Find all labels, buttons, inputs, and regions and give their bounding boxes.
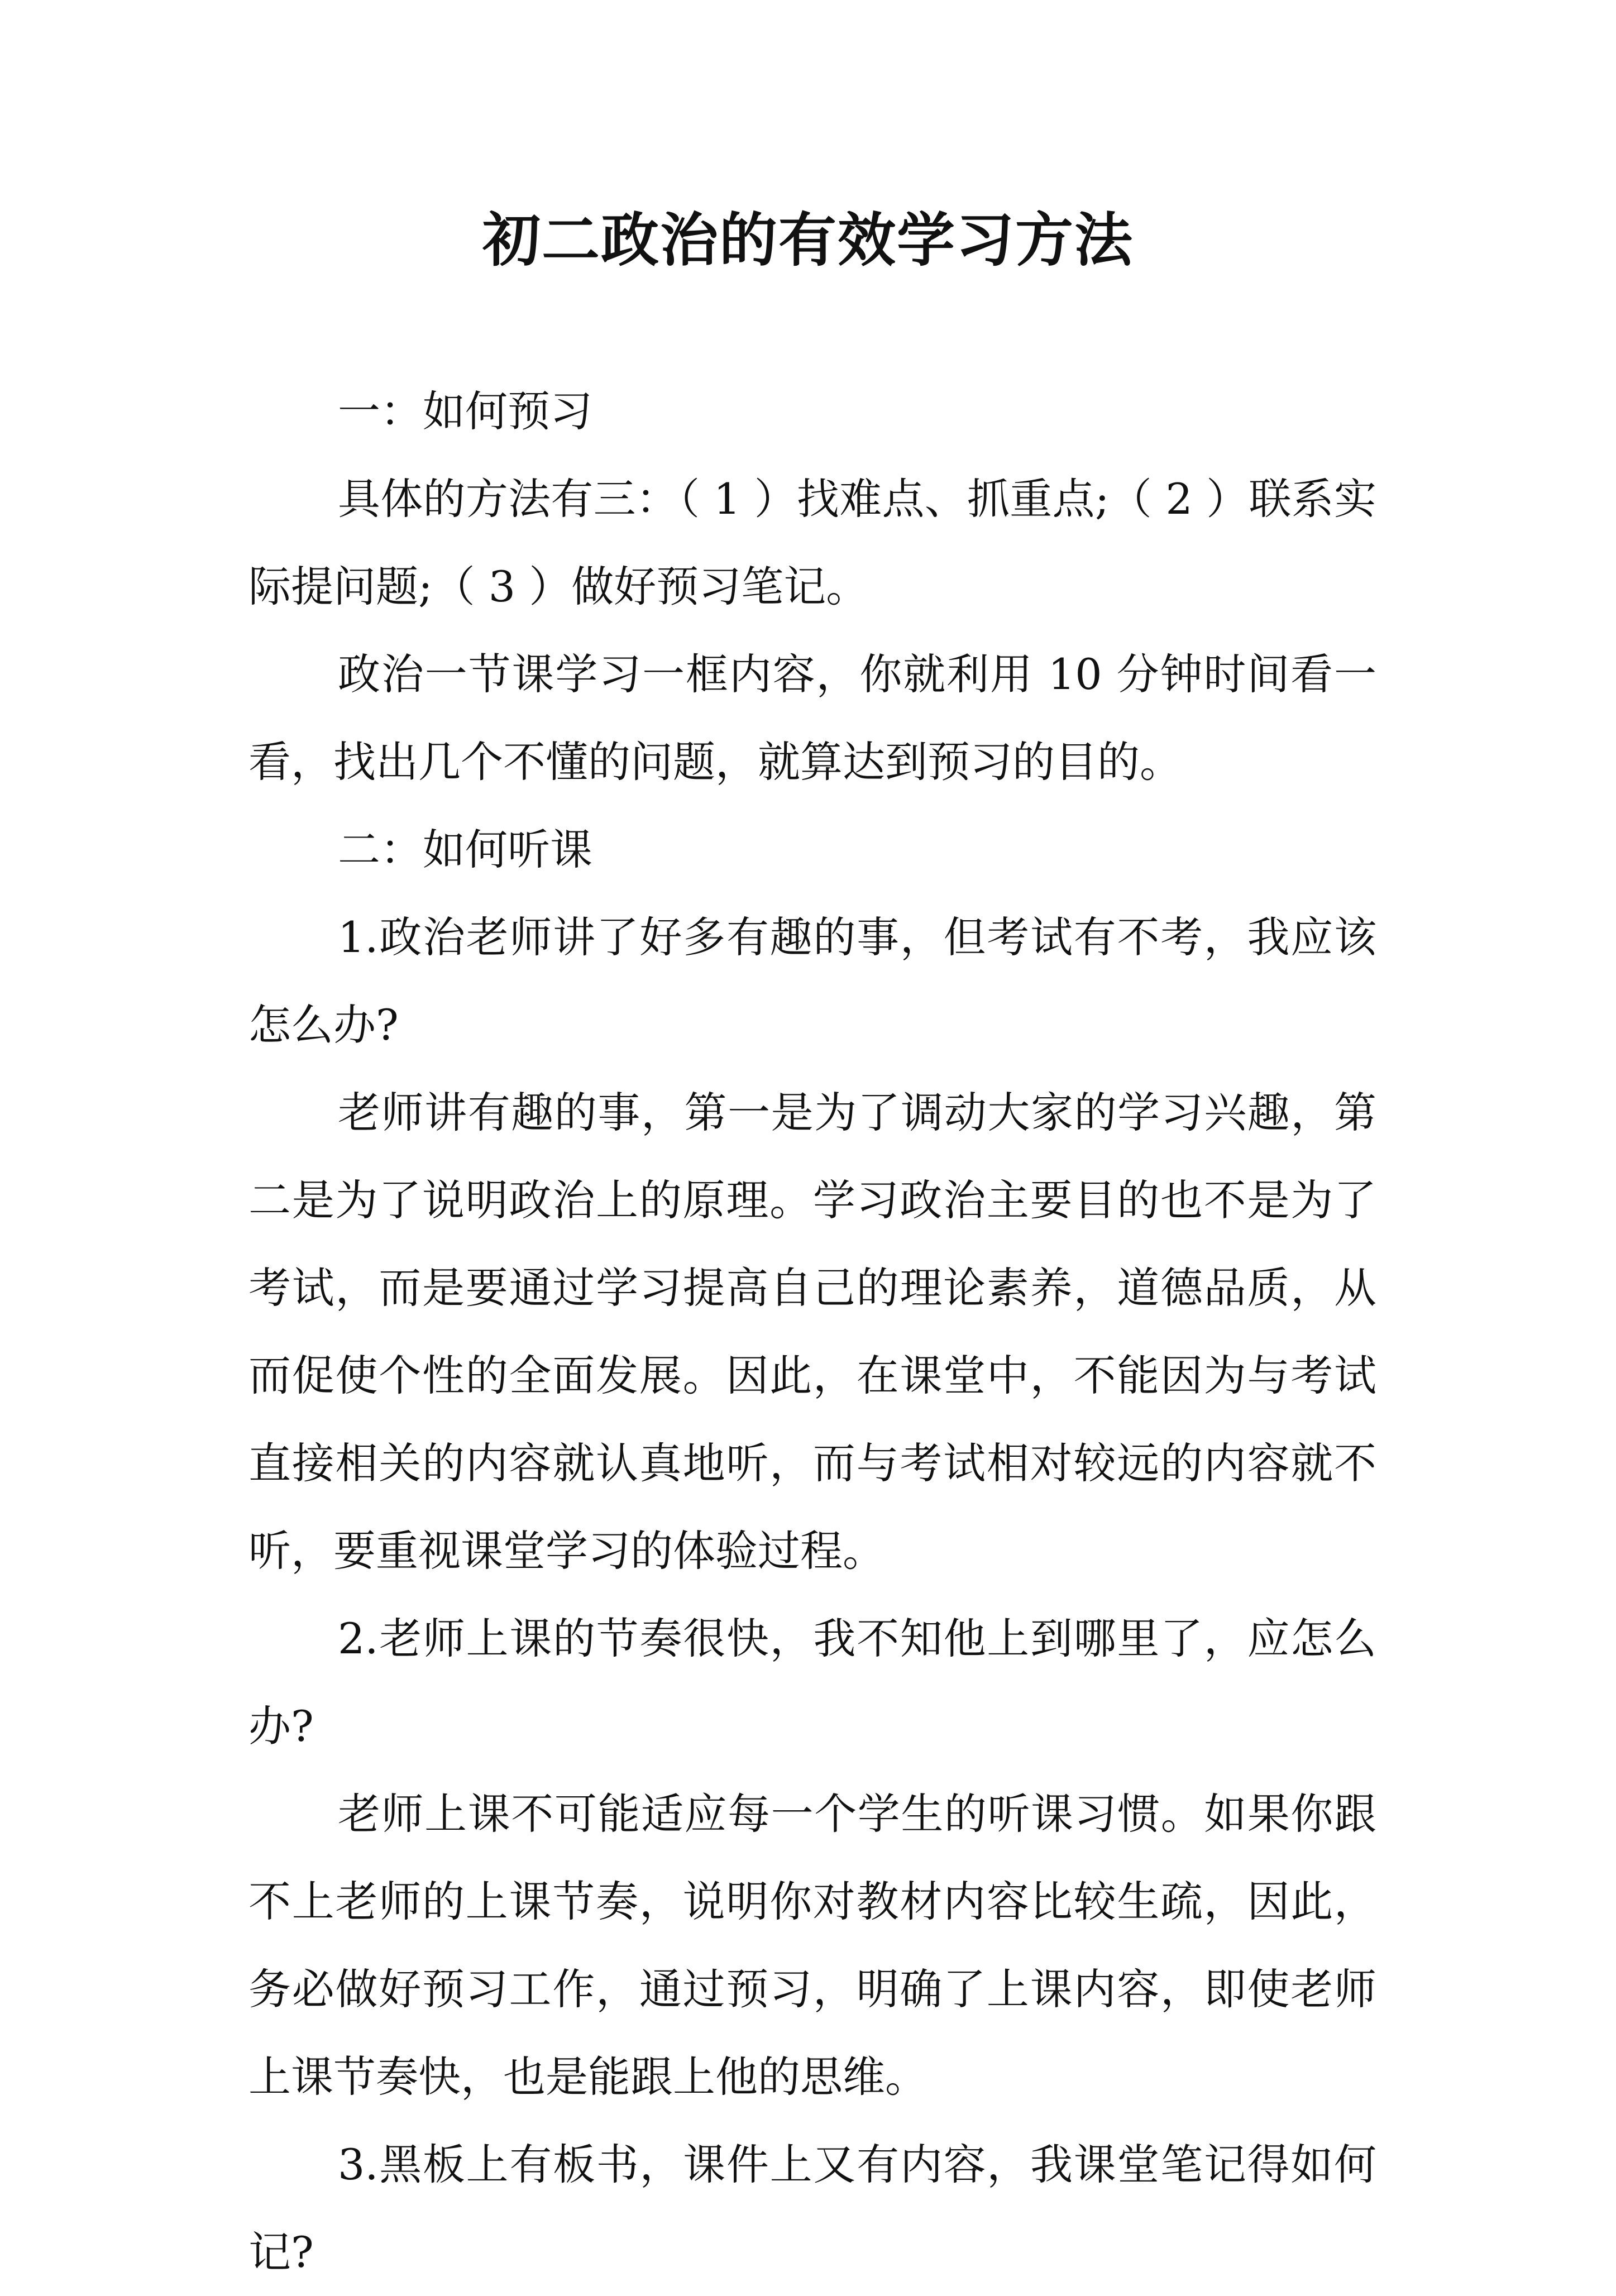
answer-1: 老师讲有趣的事，第一是为了调动大家的学习兴趣，第二是为了说明政治上的原理。学习政治主要目的也不是为了考试，而是要通过学习提高自己的理论素养，道德品质，从而促使个性的全面发展。因此，在课堂中，不能因为与考试直接相关的内容就认真地听，而与考试相对较远的内容就不听，要重视课堂学习的体验过程。 xyxy=(248,1088,1376,1576)
document-title: 初二政治的有效学习方法 xyxy=(482,205,1134,274)
question-1: 1.政治老师讲了好多有趣的事，但考试有不考，我应该怎么办? xyxy=(248,912,1376,1050)
section-heading-listening: 二：如何听课 xyxy=(338,825,592,874)
document-body xyxy=(248,367,1376,2296)
paragraph-preview-methods: 具体的方法有三：（ 1 ）找难点、抓重点;（ 2 ）联系实际提问题;（ 3 ）做好预习笔记。 xyxy=(248,474,1376,611)
question-3: 3.黑板上有板书，课件上又有内容，我课堂笔记得如何记? xyxy=(248,2140,1376,2277)
answer-2: 老师上课不可能适应每一个学生的听课习惯。如果你跟不上老师的上课节奏，说明你对教材内容比较生疏，因此，务必做好预习工作，通过预习，明确了上课内容，即使老师上课节奏快，也是能跟上他的思维。 xyxy=(248,1789,1376,2102)
question-2: 2.老师上课的节奏很快，我不知他上到哪里了，应怎么办? xyxy=(248,1614,1376,1751)
section-heading-preview: 一：如何预习 xyxy=(338,386,592,436)
paragraph-preview-time: 政治一节课学习一框内容，你就利用 10 分钟时间看一看，找出几个不懂的问题，就算达到预习的目的。 xyxy=(248,649,1376,787)
